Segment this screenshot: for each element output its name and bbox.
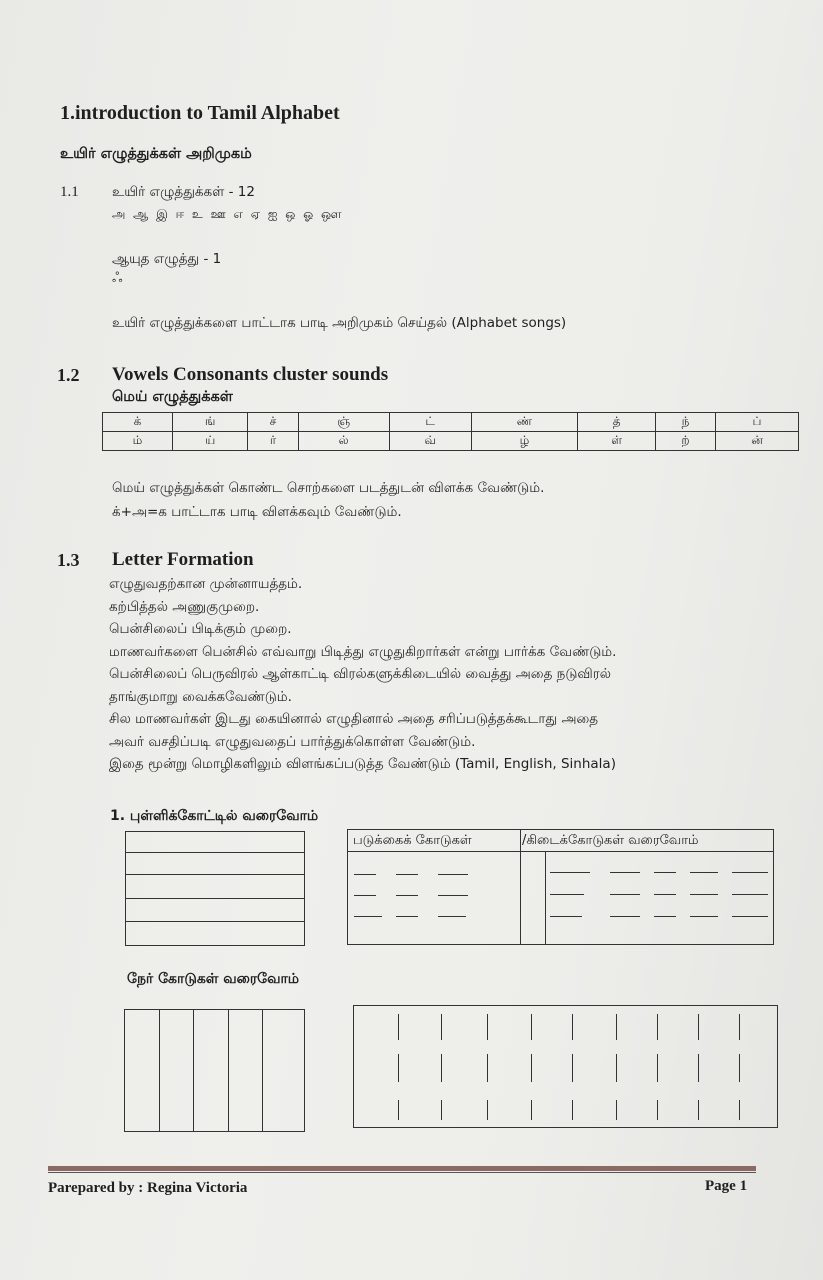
tick-mark xyxy=(572,1054,573,1082)
ruled-line xyxy=(228,1010,229,1131)
dash-mark xyxy=(732,916,768,917)
tick-mark xyxy=(616,1054,617,1082)
tick-mark xyxy=(531,1014,532,1040)
ruled-lines-box xyxy=(125,831,305,946)
consonant-cell: ண் xyxy=(471,413,578,432)
consonant-cell: ஞ் xyxy=(298,413,389,432)
consonant-cell: ச் xyxy=(248,413,298,432)
text-line: தாங்குமாறு வைக்கவேண்டும். xyxy=(109,688,292,705)
aytham-label: ஆயுத எழுத்து - 1 xyxy=(112,251,222,267)
dash-mark xyxy=(396,916,418,917)
page-number: Page 1 xyxy=(705,1178,748,1194)
consonant-cell: ங் xyxy=(172,413,248,432)
text-line: எழுதுவதற்கான முன்னாயத்தம். xyxy=(109,576,303,592)
ruled-line xyxy=(159,1010,160,1131)
tick-mark xyxy=(572,1100,573,1120)
text-line: இதை மூன்று மொழிகளிலும் விளங்கப்படுத்த வேண்டும் (Tamil, English, Sinhala) xyxy=(109,756,616,772)
consonant-cell: ன் xyxy=(716,432,799,451)
dash-mark xyxy=(654,916,676,917)
consonant-words-line: மெய் எழுத்துக்கள் கொண்ட சொற்களை படத்துடன் விளக்க வேண்டும். xyxy=(112,480,545,496)
consonant-cell: க் xyxy=(103,413,173,432)
alphabet-songs-line: உயிர் எழுத்துக்களை பாட்டாக பாடி அறிமுகம் செய்தல் (Alphabet songs) xyxy=(112,315,567,331)
consonant-cell: ற் xyxy=(655,432,715,451)
section-1-3-title: Letter Formation xyxy=(112,549,254,570)
consonants-subtitle: மெய் எழுத்துக்கள் xyxy=(112,389,233,405)
dash-mark xyxy=(354,895,376,896)
consonants-table xyxy=(102,412,799,451)
tick-mark xyxy=(657,1014,658,1040)
dash-mark xyxy=(610,894,640,895)
section-1-2-title: Vowels Consonants cluster sounds xyxy=(112,364,389,385)
dash-mark xyxy=(550,916,582,917)
dash-mark xyxy=(396,874,418,875)
tick-mark xyxy=(531,1100,532,1120)
vowel-list: அ ஆ இ ஈ உ ஊ எ ஏ ஐ ஒ ஓ ஔ xyxy=(112,207,344,221)
consonant-cell: ல் xyxy=(298,432,389,451)
tick-mark xyxy=(698,1100,699,1120)
dash-mark xyxy=(438,874,468,875)
ruled-line xyxy=(126,921,304,922)
column-divider xyxy=(520,830,521,944)
tick-mark xyxy=(398,1100,399,1120)
ruled-line xyxy=(126,852,304,853)
section-1-1-number: 1.1 xyxy=(60,184,79,200)
ruled-line xyxy=(126,874,304,875)
dash-mark xyxy=(690,894,718,895)
tick-mark xyxy=(487,1100,488,1120)
horizontal-lines-label: படுக்கைக் கோடுகள் xyxy=(353,833,472,848)
text-line: பென்சிலைப் பெருவிரல் ஆள்காட்டி விரல்களுக்கிடையில் வைத்து அதை நடுவிரல் xyxy=(109,666,611,682)
ruled-line xyxy=(262,1010,263,1131)
tick-mark xyxy=(398,1014,399,1040)
tick-mark xyxy=(487,1014,488,1040)
ruled-line xyxy=(126,898,304,899)
text-line: கற்பித்தல் அணுகுமுறை. xyxy=(109,598,260,615)
dash-mark xyxy=(354,874,376,875)
tick-mark xyxy=(616,1014,617,1040)
section-1-3-number: 1.3 xyxy=(57,550,80,570)
tick-mark xyxy=(698,1014,699,1040)
header-divider xyxy=(348,851,773,852)
tick-mark xyxy=(698,1054,699,1082)
tick-mark xyxy=(487,1054,488,1082)
consonant-cell: ட் xyxy=(389,413,471,432)
tick-mark xyxy=(441,1100,442,1120)
tick-mark xyxy=(531,1054,532,1082)
consonant-cell: ம் xyxy=(103,432,173,451)
dash-mark xyxy=(354,916,382,917)
text-line: அவர் வசதிப்படி எழுதுவதைப் பார்த்துக்கொள்ள வேண்டும். xyxy=(109,733,476,750)
tick-mark xyxy=(739,1014,740,1040)
dash-mark xyxy=(438,916,466,917)
tick-mark xyxy=(616,1100,617,1120)
page-subtitle: உயிர் எழுத்துக்கள் அறிமுகம் xyxy=(60,146,252,162)
footer-rule-thin xyxy=(48,1172,756,1173)
consonant-cell: ர் xyxy=(248,432,298,451)
vertical-ruled-box xyxy=(124,1009,305,1132)
letter-formation-text xyxy=(109,573,769,776)
dash-mark xyxy=(438,895,468,896)
footer-prepared-by: Parepared by : Regina Victoria xyxy=(48,1180,248,1196)
page-title: 1.introduction to Tamil Alphabet xyxy=(60,102,340,124)
text-line: சில மாணவர்கள் இடது கையினால் எழுதினால் அதை சரிப்படுத்தக்கூடாது அதை xyxy=(109,711,599,727)
consonant-cell: ந் xyxy=(655,413,715,432)
tick-mark xyxy=(441,1054,442,1082)
tick-mark xyxy=(657,1100,658,1120)
tick-mark xyxy=(657,1054,658,1082)
consonant-cell: வ் xyxy=(389,432,471,451)
dash-mark xyxy=(610,916,640,917)
consonants-row xyxy=(103,432,799,451)
consonant-cell: த் xyxy=(578,413,656,432)
section-1-2-number: 1.2 xyxy=(57,365,80,385)
dash-mark xyxy=(654,894,676,895)
consonant-cell: ய் xyxy=(172,432,248,451)
tick-mark xyxy=(572,1014,573,1040)
dash-mark xyxy=(690,872,718,873)
dash-mark xyxy=(690,916,718,917)
dash-mark xyxy=(396,895,418,896)
dash-mark xyxy=(654,872,676,873)
consonant-song-line: க்+அ=க பாட்டாக பாடி விளக்கவும் வேண்டும். xyxy=(112,504,402,520)
consonant-cell: ழ் xyxy=(471,432,578,451)
text-line: பென்சிலைப் பிடிக்கும் முறை. xyxy=(109,621,292,637)
consonant-cell: ப் xyxy=(716,413,799,432)
horizontal-lines-label-2: /கிடைக்கோடுகள் வரைவோம் xyxy=(522,833,699,848)
footer-rule xyxy=(48,1166,756,1171)
text-line: மாணவர்களை பென்சில் எவ்வாறு பிடித்து எழுதுகிறார்கள் என்று பார்க்க வேண்டும். xyxy=(109,643,617,660)
column-divider xyxy=(545,851,546,944)
tick-mark xyxy=(739,1054,740,1082)
aytham-letter: ஃ xyxy=(112,270,123,286)
dash-mark xyxy=(732,894,768,895)
vertical-ticks-box xyxy=(353,1005,778,1128)
dash-mark xyxy=(610,872,640,873)
vertical-lines-heading: நேர் கோடுகள் வரைவோம் xyxy=(127,971,300,987)
consonants-row xyxy=(103,413,799,432)
dash-mark xyxy=(732,872,768,873)
tick-mark xyxy=(398,1054,399,1082)
dash-mark xyxy=(550,872,590,873)
tick-mark xyxy=(739,1100,740,1120)
ruled-line xyxy=(193,1010,194,1131)
horizontal-lines-box xyxy=(347,829,774,945)
dotted-line-heading: 1. புள்ளிக்கோட்டில் வரைவோம் xyxy=(110,808,319,824)
consonant-cell: ள் xyxy=(578,432,656,451)
dash-mark xyxy=(550,894,584,895)
vowel-count-label: உயிர் எழுத்துக்கள் - 12 xyxy=(112,184,255,200)
tick-mark xyxy=(441,1014,442,1040)
